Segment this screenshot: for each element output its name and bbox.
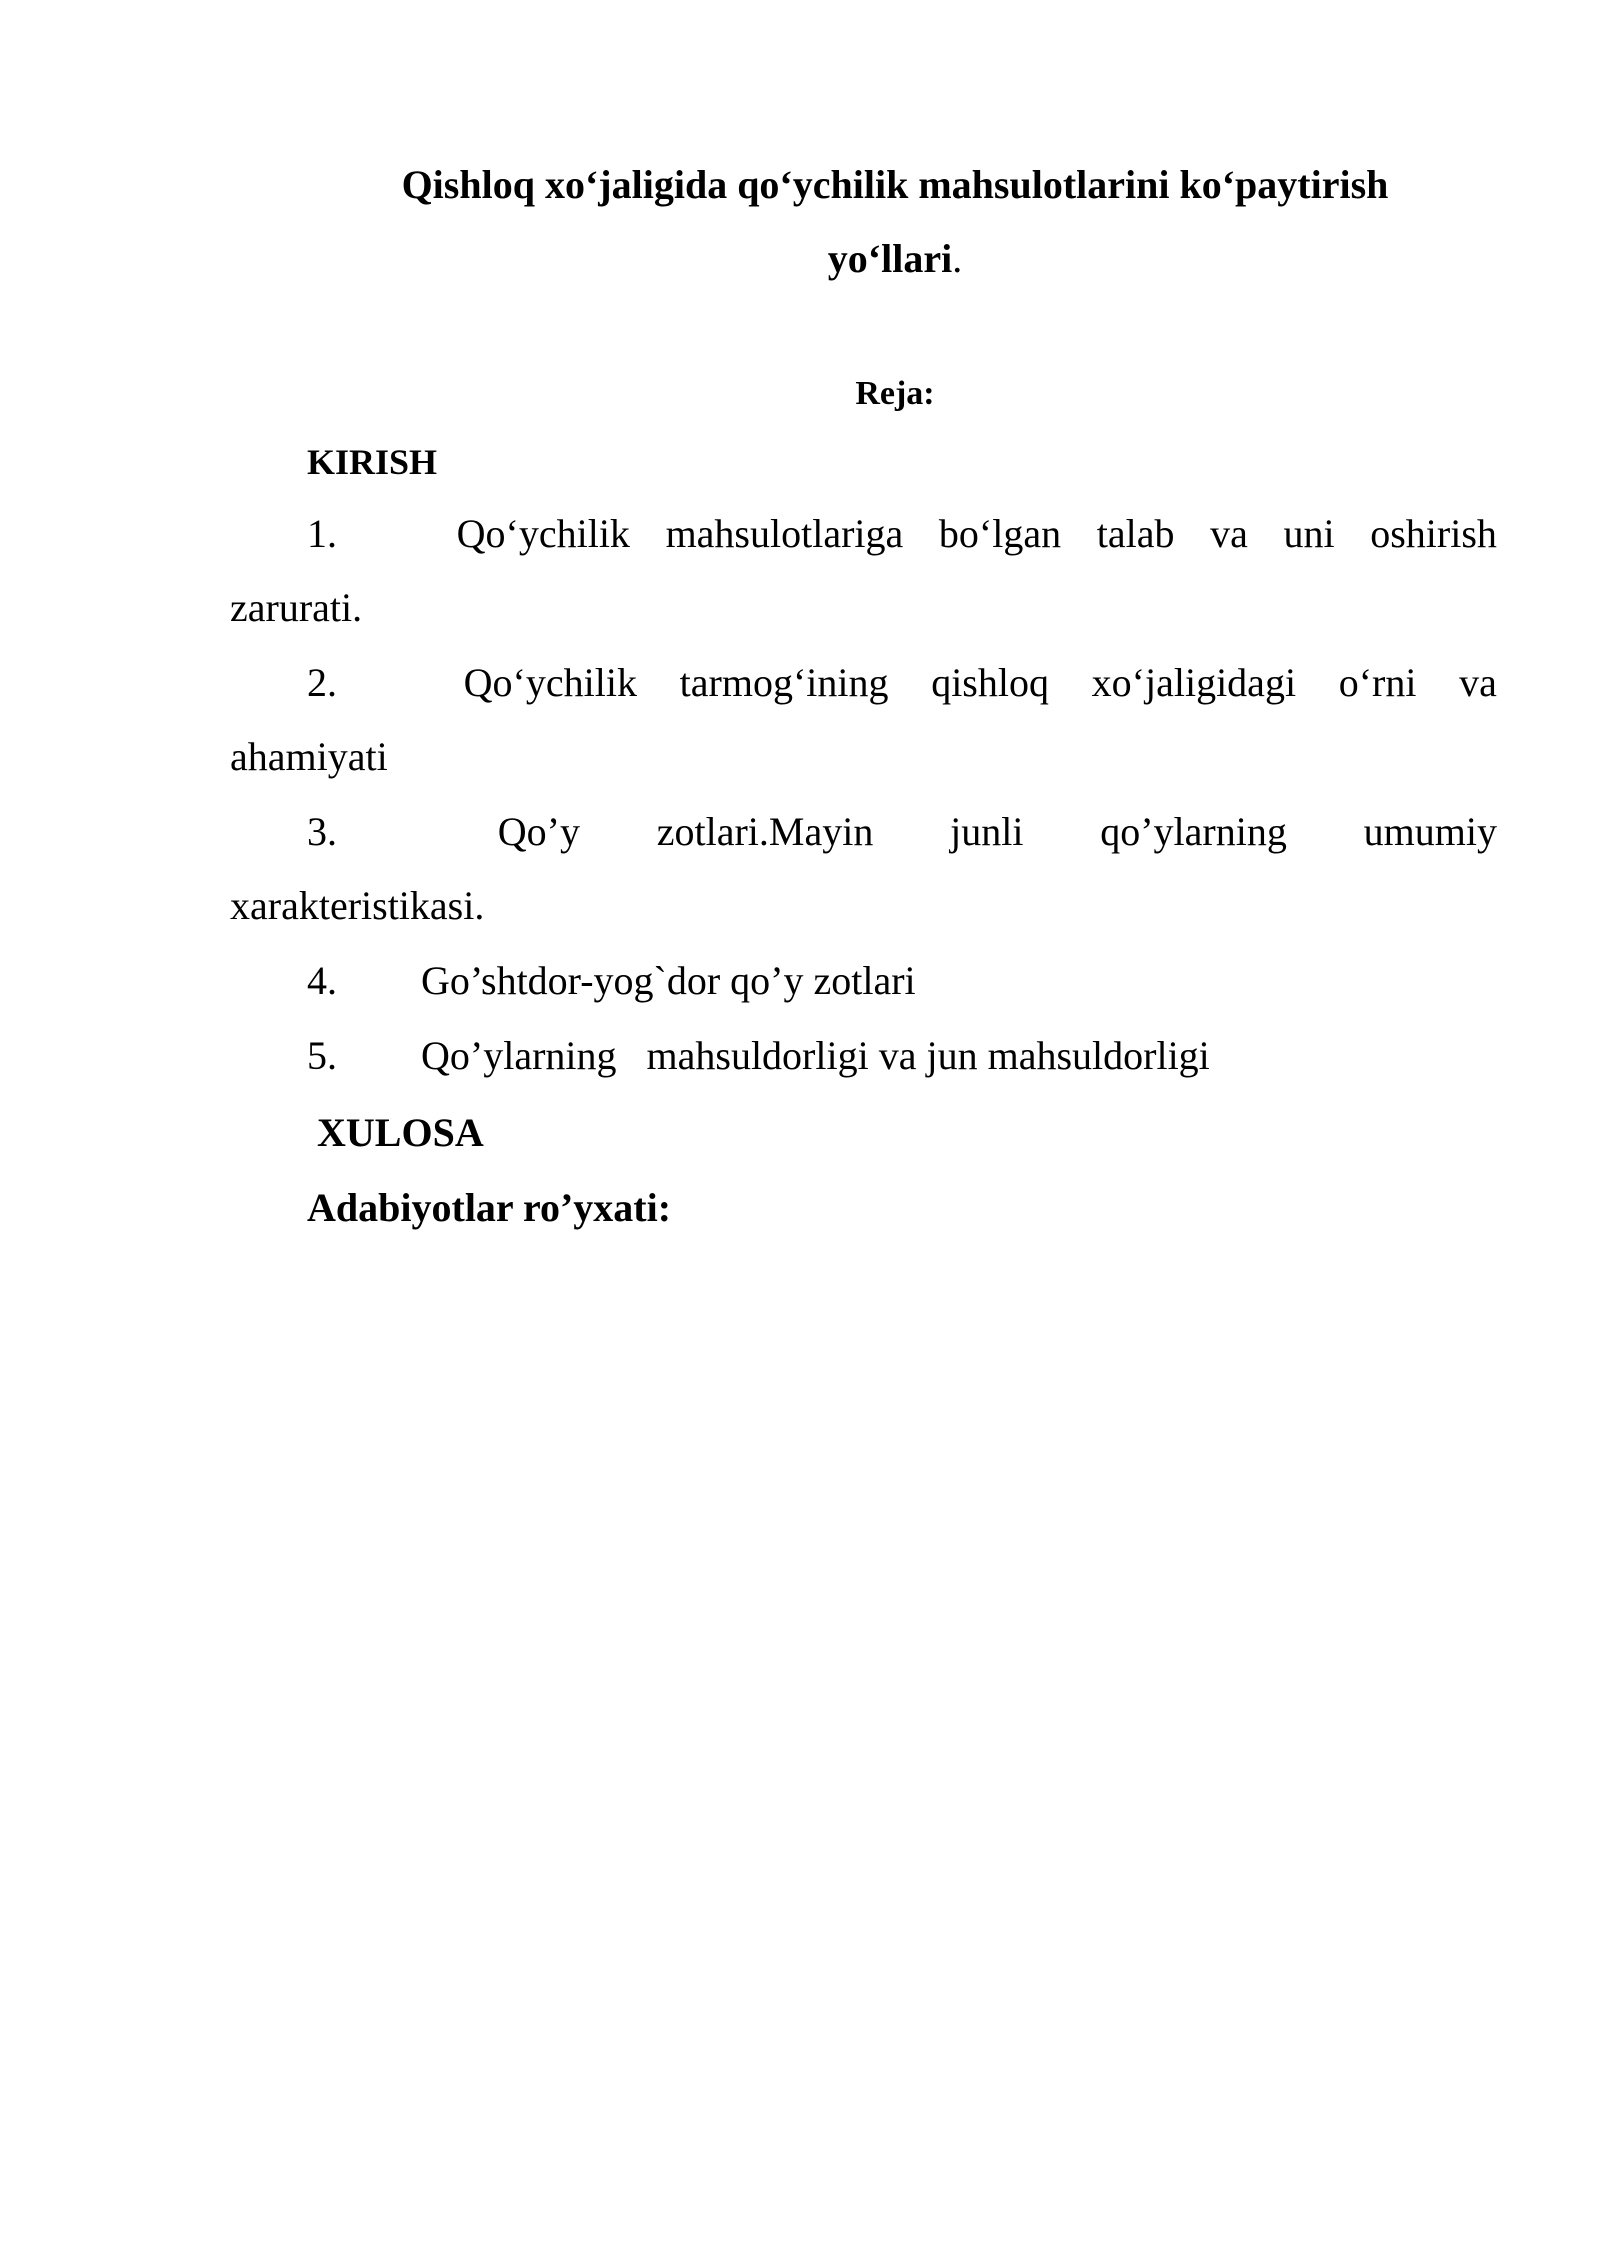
plan-item-continuation: ahamiyati <box>230 734 388 779</box>
plan-item-word: qo’ylarning <box>1100 809 1287 854</box>
plan-item-3 <box>230 795 1497 943</box>
plan-item-5 <box>307 1019 1210 1093</box>
plan-item-word: umumiy <box>1363 809 1497 854</box>
plan-item-word: mahsulotlariga <box>665 511 904 556</box>
plan-item-word: zotlari.Mayin <box>656 809 874 854</box>
plan-item-word: bo‘lgan <box>938 511 1062 556</box>
plan-item-word: Qo‘ychilik <box>456 511 630 556</box>
plan-item-number: 3. <box>307 809 337 854</box>
plan-item-word: va <box>1459 660 1497 705</box>
plan-item-2 <box>230 646 1497 794</box>
plan-item-word: o‘rni <box>1338 660 1417 705</box>
plan-item-4 <box>307 944 916 1018</box>
plan-item-word: xo‘jaligidagi <box>1091 660 1297 705</box>
title-line-2 <box>230 222 1560 296</box>
references-heading: Adabiyotlar ro’yxati: <box>307 1185 672 1230</box>
intro-heading: KIRISH <box>307 442 438 482</box>
plan-item-word: uni <box>1283 511 1335 556</box>
plan-item-text: Go’shtdor-yog`dor qo’y zotlari <box>421 958 916 1003</box>
plan-item-1 <box>230 497 1497 645</box>
plan-item-word: oshirish <box>1370 511 1497 556</box>
plan-item-number: 1. <box>307 511 337 556</box>
plan-item-word: Qo’y <box>497 809 580 854</box>
plan-item-word: qishloq <box>931 660 1049 705</box>
plan-item-text: Qo’ylarning mahsuldorligi va jun mahsuldorligi <box>421 1033 1210 1078</box>
plan-item-word: tarmog‘ining <box>679 660 889 705</box>
plan-item-word: talab <box>1096 511 1175 556</box>
plan-item-number: 2. <box>307 660 337 705</box>
plan-item-word: va <box>1210 511 1248 556</box>
plan-heading: Reja: <box>855 375 935 412</box>
title-line-2-text: yo‘llari <box>827 236 953 281</box>
conclusion-heading: XULOSA <box>317 1110 484 1155</box>
plan-item-number: 5. <box>307 1033 337 1078</box>
plan-item-continuation: xarakteristikasi. <box>230 883 485 928</box>
title-line-1: Qishloq xo‘jaligida qo‘ychilik mahsulotlarini ko‘paytirish <box>401 162 1389 207</box>
plan-item-word: Qo‘ychilik <box>463 660 637 705</box>
document-title <box>230 148 1560 296</box>
title-period: . <box>952 236 963 281</box>
plan-item-number: 4. <box>307 958 337 1003</box>
plan-item-continuation: zarurati. <box>230 585 363 630</box>
plan-item-word: junli <box>950 809 1024 854</box>
